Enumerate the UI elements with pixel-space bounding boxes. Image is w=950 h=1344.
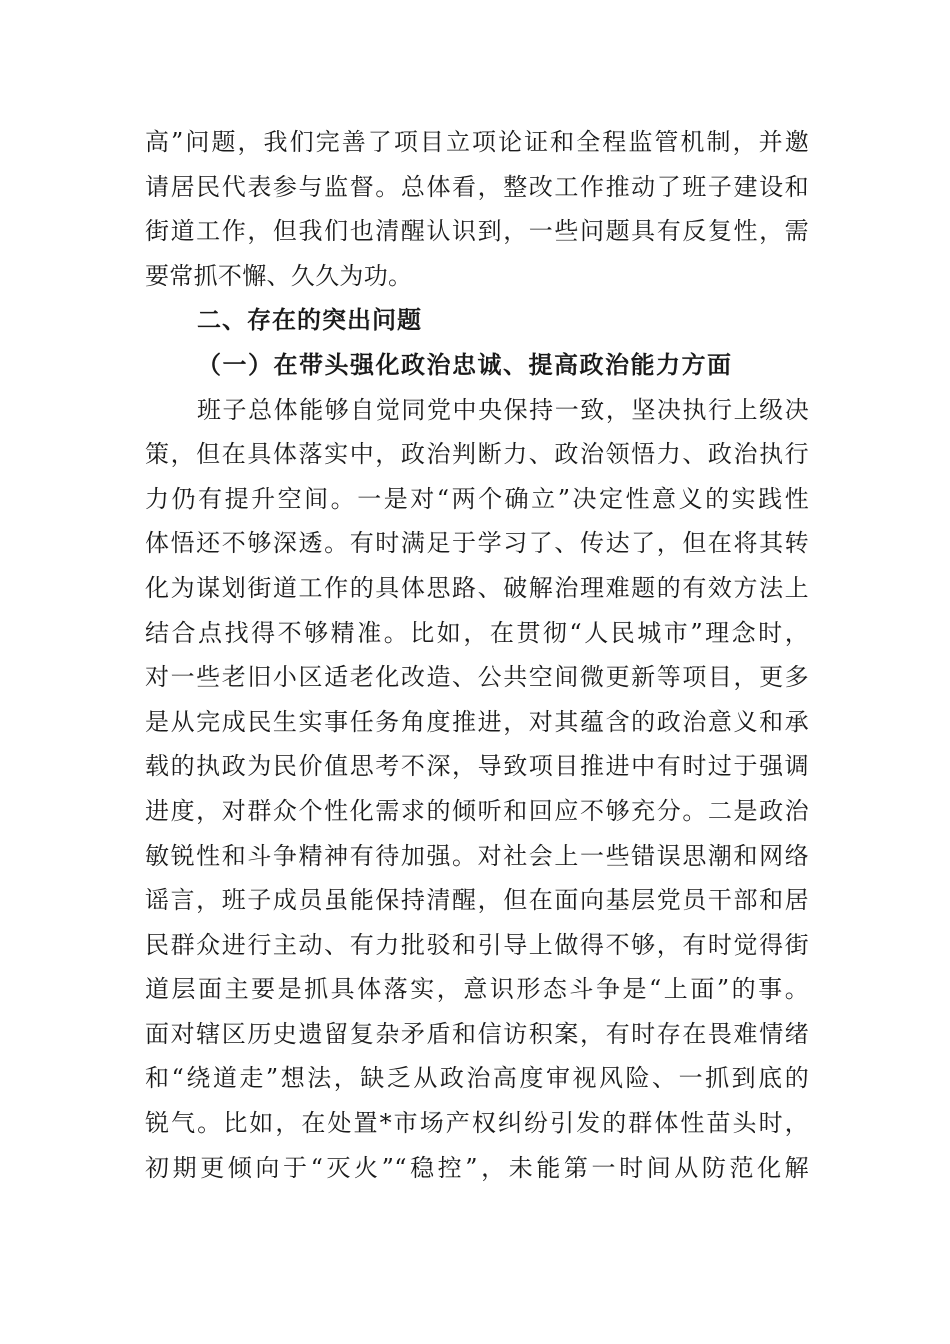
text-line: 结合点找得不够精准。比如，在贯彻“人民城市”理念时，	[145, 618, 809, 647]
section-heading: 二、存在的突出问题	[197, 306, 422, 335]
text-line: 力仍有提升空间。一是对“两个确立”决定性意义的实践性	[145, 484, 809, 513]
text-line: 街道工作，但我们也清醒认识到，一些问题具有反复性，需	[145, 217, 809, 246]
text-line: 体悟还不够深透。有时满足于学习了、传达了，但在将其转	[145, 529, 809, 558]
document-body	[145, 120, 809, 1190]
text-line: 对一些老旧小区适老化改造、公共空间微更新等项目，更多	[145, 663, 809, 692]
text-line: 敏锐性和斗争精神有待加强。对社会上一些错误思潮和网络	[145, 841, 809, 870]
text-line: 策，但在具体落实中，政治判断力、政治领悟力、政治执行	[145, 440, 809, 469]
text-line: 和“绕道走”想法，缺乏从政治高度审视风险、一抓到底的	[145, 1064, 809, 1093]
subsection-heading: （一）在带头强化政治忠诚、提高政治能力方面	[197, 349, 733, 379]
text-line: 载的执政为民价值思考不深，导致项目推进中有时过于强调	[145, 752, 809, 781]
text-line: 高”问题，我们完善了项目立项论证和全程监管机制，并邀	[145, 128, 809, 156]
text-line: 初期更倾向于“灭火”“稳控”，未能第一时间从防范化解	[145, 1153, 809, 1182]
text-line: 班子总体能够自觉同党中央保持一致，坚决执行上级决	[197, 395, 809, 424]
text-line: 是从完成民生实事任务角度推进，对其蕴含的政治意义和承	[145, 707, 809, 736]
text-line: 要常抓不懈、久久为功。	[145, 261, 413, 290]
text-line: 面对辖区历史遗留复杂矛盾和信访积案，有时存在畏难情绪	[145, 1019, 809, 1048]
text-line: 进度，对群众个性化需求的倾听和回应不够充分。二是政治	[145, 796, 809, 825]
text-line: 道层面主要是抓具体落实，意识形态斗争是“上面”的事。	[145, 975, 809, 1004]
text-line: 请居民代表参与监督。总体看，整改工作推动了班子建设和	[145, 172, 809, 201]
paragraph-political-loyalty	[145, 388, 809, 1191]
paragraph-intro	[145, 120, 809, 298]
text-line: 民群众进行主动、有力批驳和引导上做得不够，有时觉得街	[145, 930, 809, 959]
text-line: 锐气。比如，在处置*市场产权纠纷引发的群体性苗头时，	[145, 1109, 809, 1138]
text-line: 化为谋划街道工作的具体思路、破解治理难题的有效方法上	[145, 573, 809, 602]
text-line: 谣言，班子成员虽能保持清醒，但在面向基层党员干部和居	[145, 886, 809, 915]
